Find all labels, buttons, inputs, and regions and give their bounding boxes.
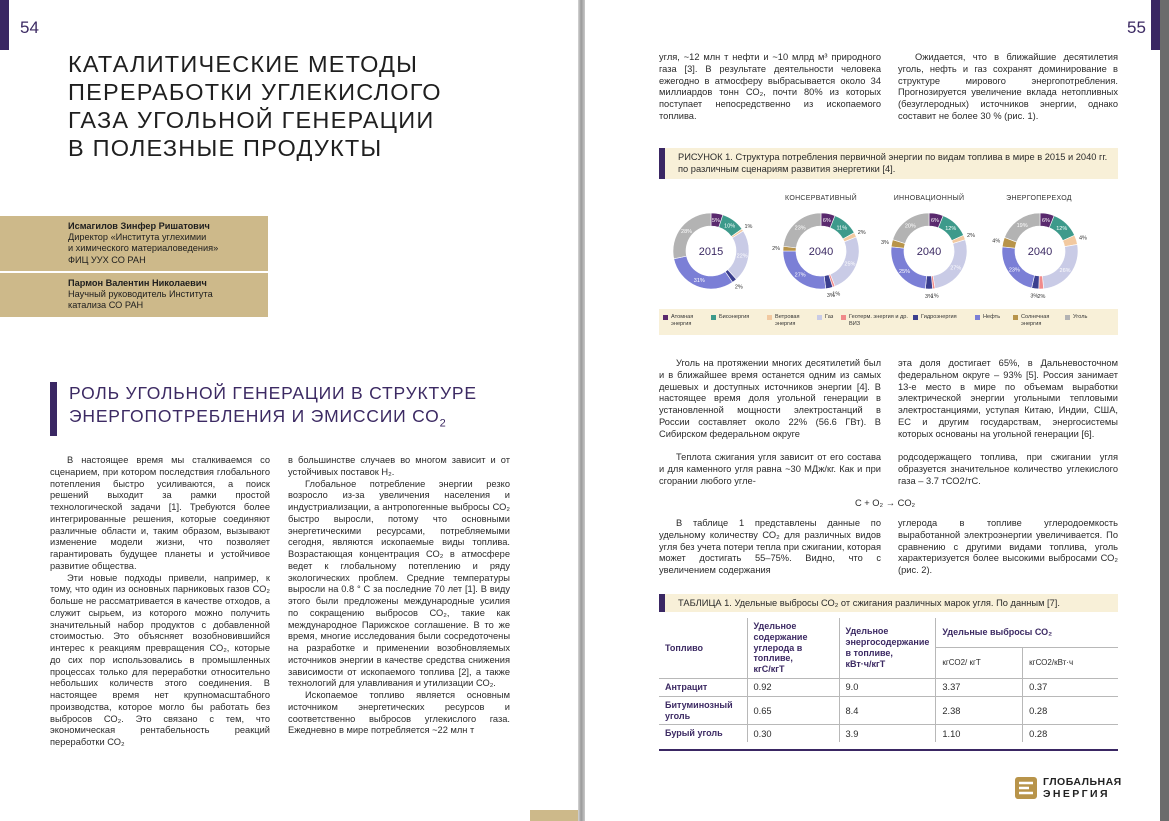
chart-legend xyxy=(659,309,1118,335)
slice-label: 12% xyxy=(1056,226,1068,233)
slice-label: 3% xyxy=(826,292,835,299)
legend-label: Атомная энергия xyxy=(671,314,694,327)
paragraph: В таблице 1 представлены данные по удельному количеству СО₂ для различных видов угля без учета потери тепла при сжигании, которая может достигать 55–75%. Видно, что с увеличением содержания xyxy=(659,518,881,575)
slice-label: 6% xyxy=(822,218,831,225)
logo-line-1: ГЛОБАЛЬНАЯ xyxy=(1043,776,1122,788)
globe-logo-icon xyxy=(1015,777,1037,799)
donut-center-label: 2040 xyxy=(808,246,834,258)
paragraph: в большинстве случаев во многом зависит и от устойчивых поставок H₂. xyxy=(288,455,510,477)
slice-label: 19% xyxy=(1016,223,1028,230)
legend-item xyxy=(913,314,957,321)
slice-label: 22% xyxy=(736,253,748,260)
heat-column-2 xyxy=(898,452,1118,487)
header-carbon xyxy=(747,618,839,678)
author-affiliation-line: Научный руководитель Института xyxy=(68,289,213,300)
slice-label: 4% xyxy=(1078,235,1087,242)
legend-item xyxy=(711,314,749,321)
author-affiliation-line: ФИЦ УУХ СО РАН xyxy=(68,254,146,265)
body-column-2 xyxy=(288,455,510,737)
slice-label: 20% xyxy=(904,223,916,230)
slice-label: 6% xyxy=(1041,218,1050,225)
legend-item xyxy=(767,314,809,327)
legend-label: Уголь xyxy=(1073,314,1088,320)
section-title xyxy=(50,382,510,436)
cell-emis-kwh: 0.37 xyxy=(1023,678,1118,696)
section-title-text: РОЛЬ УГОЛЬНОЙ ГЕНЕРАЦИИ В СТРУКТУРЕ ЭНЕРГОПОТРЕБЛЕНИЯ И ЭМИССИИ СО xyxy=(69,383,477,426)
author-affiliation-line: и химического материаловедения» xyxy=(68,243,219,254)
book-gutter xyxy=(578,0,585,821)
table-caption: ТАБЛИЦА 1. Удельные выбросы СО₂ от сжигания различных марок угля. По данным [7]. xyxy=(659,594,1118,612)
cell-fuel: Антрацит xyxy=(659,678,747,696)
author-name: Исмагилов Зинфер Ришатович xyxy=(68,221,210,231)
paragraph: углерода в топливе углеродоемкость выработанной электроэнергии увеличивается. По сравнению с другими видами топлива, уголь характеризуется более высокими выбросами СО₂ (рис. 2). xyxy=(898,518,1118,575)
legend-swatch xyxy=(1065,315,1070,320)
cell-energy: 3.9 xyxy=(839,725,936,742)
slice-label: 3% xyxy=(880,239,889,246)
table-bottom-rule xyxy=(659,749,1118,751)
cell-carbon: 0.92 xyxy=(747,678,839,696)
legend-item xyxy=(663,314,707,327)
cell-fuel: Бурый уголь xyxy=(659,725,747,742)
legend-swatch xyxy=(841,315,846,320)
cell-fuel: Битуминозный уголь xyxy=(659,696,747,725)
scenario-label: КОНСЕРВАТИВНЫЙ xyxy=(785,195,857,202)
header-energy xyxy=(839,618,936,678)
scenario-label: ЭНЕРГОПЕРЕХОД xyxy=(1006,195,1072,202)
table-intro-column-1 xyxy=(659,518,881,577)
corner-bar-right xyxy=(1151,0,1160,50)
slice-label: 25% xyxy=(899,268,911,275)
author-name: Пармон Валентин Николаевич xyxy=(68,278,207,288)
table-intro-column-2 xyxy=(898,518,1118,577)
paragraph: Глобальное потребление энергии резко возросло из-за увеличения населения и индустриализации, а антропогенные выбросы СО₂ быстро выросли, потому что основными энергетическими ресурсами, потребляемыми сегодня, являются ископаемые виды топлива. Возрастающая концентрация СО₂ в атмосфере ведет к глобальному потеплению и ряду экологических проблем. Средние температуры выросли на 0.8 ° С за последние 70 лет [1]. В виду этого были предложены международные усилия по сокращению выбросов СО₂, такие как международное Парижское соглашение. В то же время, многие исследования были сосредоточены на разработке и применении возобновляемых источников энергии в качестве средства снижения зависимости от ископаемого топлива [2], а также технологий для улавливания и утилизации СО₂. xyxy=(288,478,510,689)
bottom-accent-bar xyxy=(530,810,578,821)
donut-chart-innovative xyxy=(879,201,979,301)
author-block-1 xyxy=(0,216,268,271)
author-block-2 xyxy=(0,273,268,317)
cell-energy: 9.0 xyxy=(839,678,936,696)
slice-label: 5% xyxy=(712,217,720,224)
legend-label: Солнечная энергия xyxy=(1021,314,1050,327)
right-page xyxy=(585,0,1160,821)
logo-line-2: ЭНЕРГИЯ xyxy=(1043,788,1110,800)
donut-chart-transition xyxy=(990,201,1090,301)
donut-chart-conservative xyxy=(771,201,871,301)
legend-swatch xyxy=(767,315,772,320)
slice-label: 28% xyxy=(681,229,693,236)
legend-swatch xyxy=(817,315,822,320)
legend-swatch xyxy=(1013,315,1018,320)
cell-emis-kg: 3.37 xyxy=(936,678,1023,696)
slice-label: 23% xyxy=(794,225,806,232)
paragraph: Ископаемое топливо является основным источником энергетических ресурсов и соответственно выбросов углекислого газа. Ежедневно в мире потребляется ~22 млн т xyxy=(288,690,510,736)
table-row xyxy=(659,696,1118,725)
cell-carbon: 0.65 xyxy=(747,696,839,725)
legend-item xyxy=(975,314,1000,321)
reaction-formula: C + O₂ → CO₂ xyxy=(855,498,916,508)
paragraph: эта доля достигает 65%, в Дальневосточном федеральном округе – 93% [5]. Россия занимает 13-е место в мире по объемам выработки электрической энергии угольными тепловыми электростанциями, уступая Китаю, Индии, США, ЕС и другим государствам, энергосистемы которых основаны на угольной генерации [6]. xyxy=(898,358,1118,439)
mid-column-2 xyxy=(898,358,1118,440)
cell-emis-kwh: 0.28 xyxy=(1023,696,1118,725)
paragraph: Уголь на протяжении многих десятилетий был и в ближайшее время останется одним из самых дешевых и доступных источников энергии [4]. В настоящее время доля угольной генерации в установленной мощности электростанций в России составляет около 22% (56.6 ГВт). В Сибирском федеральном округе xyxy=(659,358,881,439)
legend-swatch xyxy=(975,315,980,320)
header-emissions: Удельные выбросы СО₂ xyxy=(936,618,1118,648)
donut-chart-2015 xyxy=(661,201,761,301)
scenario-label: ИННОВАЦИОННЫЙ xyxy=(893,195,965,202)
header-emissions-per-kg: кгСО2/ кгТ xyxy=(936,648,1023,679)
slice-label: 2% xyxy=(1037,293,1046,300)
section-title-subscript: 2 xyxy=(439,417,447,430)
emissions-table xyxy=(659,618,1118,742)
paragraph: родсодержащего топлива, при сжигании угля образуется значительное количество углекислого газа – 3.7 тСО2/тС. xyxy=(898,452,1118,486)
legend-item xyxy=(1013,314,1057,327)
left-page xyxy=(0,0,578,821)
slice-label: 23% xyxy=(1008,267,1020,274)
slice-label: 1% xyxy=(744,224,753,231)
header-carbon-text: Удельное содержание углерода в топливе, xyxy=(753,621,808,664)
slice-label: 3% xyxy=(1030,293,1039,300)
cell-emis-kwh: 0.28 xyxy=(1023,725,1118,742)
body-column-1 xyxy=(50,455,270,749)
slice-label: 25% xyxy=(844,261,856,268)
heat-column-1 xyxy=(659,452,881,487)
magazine-logo xyxy=(1015,776,1125,800)
header-energy-text: Удельное энергосодержание в топливе, xyxy=(845,626,930,658)
article-title: КАТАЛИТИЧЕСКИЕ МЕТОДЫ ПЕРЕРАБОТКИ УГЛЕКИСЛОГО ГАЗА УГОЛЬНОЙ ГЕНЕРАЦИИ В ПОЛЕЗНЫЕ ПРОДУКТЫ xyxy=(68,51,442,161)
table-header-row xyxy=(659,618,1118,648)
slice-label: 6% xyxy=(930,218,939,225)
slice-label: 2% xyxy=(772,246,781,253)
page-number-right: 55 xyxy=(1127,18,1146,37)
slice-label: 2% xyxy=(857,229,866,236)
energy-donut-figure xyxy=(659,185,1118,335)
legend-item xyxy=(1065,314,1087,321)
slice-label: 2% xyxy=(734,284,743,291)
page-number-left: 54 xyxy=(20,18,39,37)
legend-label: Геотерм. энергия и др. ВИЗ xyxy=(849,314,908,327)
table-row xyxy=(659,678,1118,696)
page-edge xyxy=(1160,0,1169,821)
header-carbon-unit: кгС/кгТ xyxy=(753,664,785,675)
donut-center-label: 2040 xyxy=(1027,246,1053,258)
slice-label: 27% xyxy=(794,272,806,279)
paragraph: Ожидается, что в ближайшие десятилетия уголь, нефть и газ сохранят доминирование в структуре мирового энергопотребления. Прогнозируется увеличение вклада нетопливных (безуглеродных) источников энергии, однако составит не более 30 % (рис. 1). xyxy=(898,52,1118,121)
slice-label: 26% xyxy=(1059,268,1071,275)
header-fuel: Топливо xyxy=(665,642,704,653)
slice-label: 27% xyxy=(950,265,962,272)
legend-label: Ветровая энергия xyxy=(775,314,800,327)
donut-center-label: 2015 xyxy=(698,246,724,258)
author-affiliation-line: Директор «Института углехимии xyxy=(68,232,207,243)
mid-column-1 xyxy=(659,358,881,440)
legend-label: Биоэнергия xyxy=(719,314,750,320)
table-row xyxy=(659,725,1118,742)
slice-label: 2% xyxy=(967,232,976,239)
top-column-2 xyxy=(898,52,1118,123)
corner-bar-left xyxy=(0,0,9,50)
paragraph: Теплота сжигания угля зависит от его состава и для каменного угля равна ~30 МДж/кг. Как и при сгорании любого угле- xyxy=(659,452,881,486)
cell-emis-kg: 1.10 xyxy=(936,725,1023,742)
top-column-1 xyxy=(659,52,881,123)
slice-label: 31% xyxy=(693,278,705,285)
slice-label: 3% xyxy=(925,294,933,300)
cell-carbon: 0.30 xyxy=(747,725,839,742)
header-energy-unit: кВт·ч/кгТ xyxy=(845,658,886,669)
paragraph: Эти новые подходы привели, например, к тому, что один из основных парниковых газов СО₂ больше не рассматривается в качестве отходов, а служит сырьем, из которого можно получить значительный набор продуктов с добавленной стоимостью. Это объясняет возобновившийся интерес к реакциям превращения СО₂, которые до сих пор использовались в промышленных процессах только для переработки относительно небольших количеств этого соединения. В настоящее время нет крупномасштабного производства, которое могло бы работать без выбросов СО₂. Это связано с тем, что экономическая рентабельность реакций переработки СО₂ xyxy=(50,572,270,747)
legend-swatch xyxy=(711,315,716,320)
paragraph: В настоящее время мы сталкиваемся со сценарием, при котором последствия глобального потепления быстро усиливаются, а поиск решений выходит за рамки простой технологической задачи [1]. Требуются более интегрированные решения, которые соединяют различные области и, таким образом, вызывают изменение модели жизни, что позволяет гарантировать будущее планеты и устойчивое развитие общества. xyxy=(50,455,270,571)
cell-emis-kg: 2.38 xyxy=(936,696,1023,725)
legend-swatch xyxy=(913,315,918,320)
slice-label: 1% xyxy=(832,291,841,298)
figure-caption: РИСУНОК 1. Структура потребления первичной энергии по видам топлива в мире в 2015 и 2040 гг. по различным сценариям развития энергетики [4]. xyxy=(659,148,1118,179)
slice-label: 11% xyxy=(836,225,848,232)
author-affiliation-line: катализа СО РАН xyxy=(68,300,144,311)
slice-label: 4% xyxy=(992,238,1001,245)
slice-label: 10% xyxy=(724,223,736,230)
header-emissions-per-kwh: кгСО2/кВт·ч xyxy=(1023,648,1118,679)
cell-energy: 8.4 xyxy=(839,696,936,725)
logo-wordmark xyxy=(1043,776,1122,800)
slice-label: 1% xyxy=(930,293,939,300)
legend-label: Нефть xyxy=(983,314,1001,320)
legend-item xyxy=(817,314,833,321)
slice-label: 12% xyxy=(945,226,957,233)
legend-item xyxy=(841,314,911,327)
paragraph: угля, ~12 млн т нефти и ~10 млрд м³ природного газа [3]. В результате деятельности человека ежегодно в атмосферу выбрасывается около 34 миллиардов тонн СО₂, почти 80% из которых поступает непосредственно из ископаемого топлива. xyxy=(659,52,881,121)
legend-label: Гидроэнергия xyxy=(921,314,957,320)
donut-center-label: 2040 xyxy=(916,246,942,258)
legend-label: Газ xyxy=(825,314,834,320)
legend-swatch xyxy=(663,315,668,320)
